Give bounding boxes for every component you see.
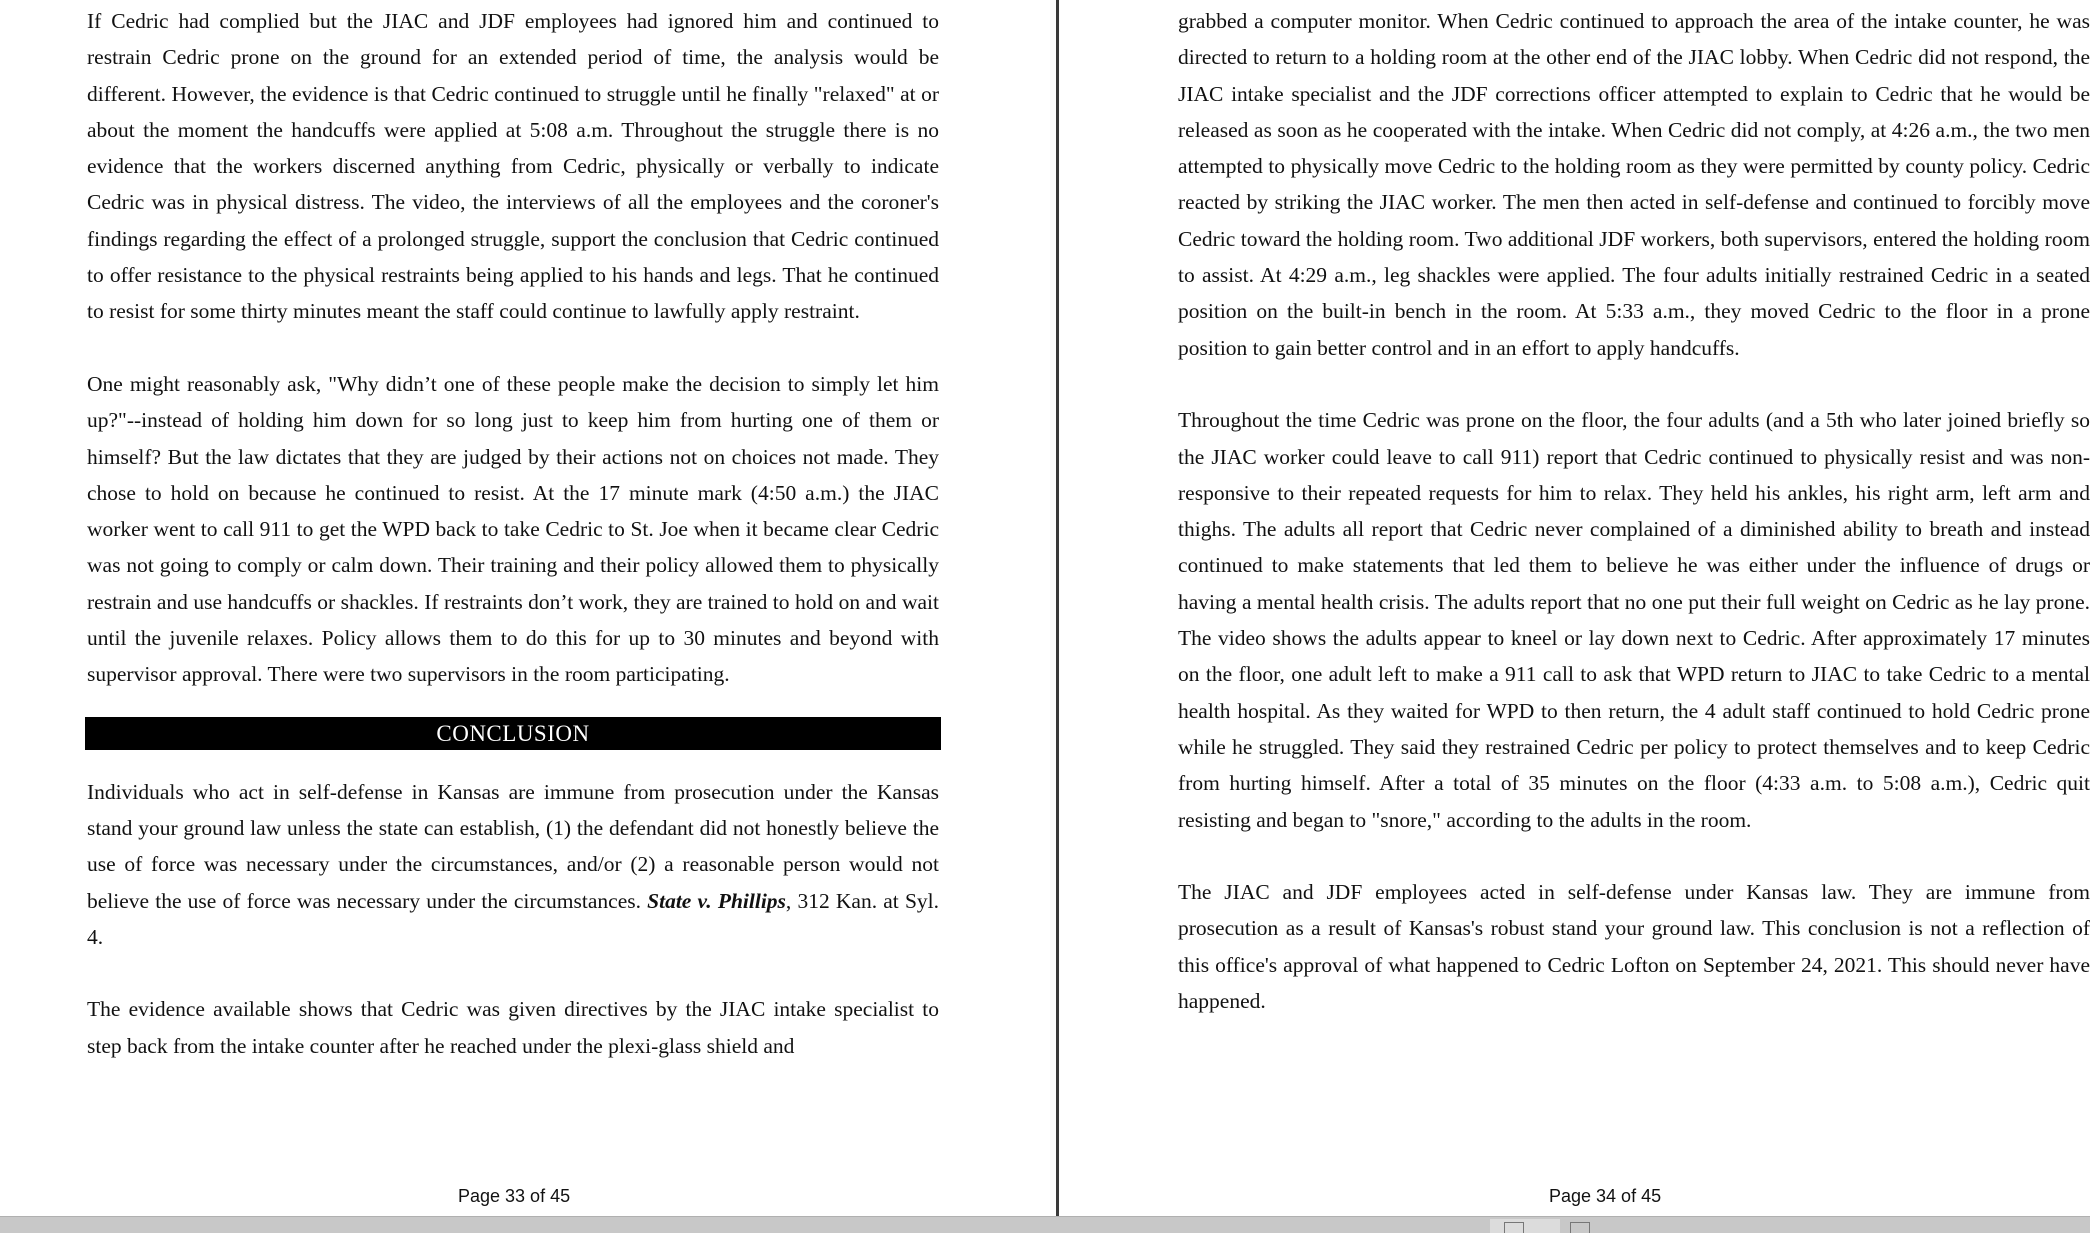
page-divider xyxy=(1056,0,1059,1216)
page-number: Page 34 of 45 xyxy=(1549,1186,1662,1206)
paragraph: Throughout the time Cedric was prone on the floor, the four adults (and a 5th who later joined briefly so the JIAC worker could leave to call 911) report that Cedric continued to physically resist and was non-responsive to their repeated requests for him to relax. They held his ankles, his right arm, left arm and thighs. The adults all report that Cedric never complained of a diminished ability to breath and instead continued to make statements that led them to believe he was either under the influence of drugs or having a mental health crisis. The adults report that no one put their full weight on Cedric as he lay prone. The video shows the adults appear to kneel or lay down next to Cedric. After approximately 17 minutes on the floor, one adult left to make a 911 call to ask that WPD return to JIAC to take Cedric to a mental health hospital. As they waited for WPD to then return, the 4 adult staff continued to hold Cedric prone while he struggled. They said they restrained Cedric per policy to protect themselves and to keep Cedric from hurting himself. After a total of 35 minutes on the floor (4:33 a.m. to 5:08 a.m.), Cedric quit resisting and began to "snore," according to the adults in the room. xyxy=(1178,408,2090,832)
document-page-34 xyxy=(1061,0,2090,1216)
paragraph-text: Individuals who act in self-defense in Kansas are immune from prosecution under the Kansas stand your ground law unless the state can establish, (1) the defendant did not honestly believe the use of force was necessary under the circumstances, and/or (2) a reasonable person would not believe the use of force was necessary under the circumstances. xyxy=(87,779,939,913)
paragraph: The JIAC and JDF employees acted in self-defense under Kansas law. They are immune from prosecution as a result of Kansas's robust stand your ground law. This conclusion is not a reflection of this office's approval of what happened to Cedric Lofton on September 24, 2021. This should never have happened. xyxy=(1178,880,2090,1014)
document-page-33 xyxy=(0,0,1056,1216)
page-body xyxy=(1178,3,2090,1019)
paragraph: One might reasonably ask, "Why didn’t one of these people make the decision to simply let him up?"--instead of holding him down for so long just to keep him from hurting one of them or himself? But the law dictates that they are judged by their actions not on choices not made. They chose to hold on because he continued to resist. At the 17 minute mark (4:50 a.m.) the JIAC worker went to call 911 to get the WPD back to take Cedric to St. Joe when it became clear Cedric was not going to comply or calm down. Their training and their policy allowed them to physically restrain and use handcuffs or shackles. If restraints don’t work, they are trained to hold on and wait until the juvenile relaxes. Policy allows them to do this for up to 30 minutes and beyond with supervisor approval. There were two supervisors in the room participating. xyxy=(87,371,939,687)
read-mode-icon xyxy=(1504,1222,1524,1233)
section-heading: CONCLUSION xyxy=(85,717,941,750)
page-number: Page 33 of 45 xyxy=(458,1186,571,1206)
print-layout-icon[interactable] xyxy=(1570,1222,1590,1233)
paragraph: If Cedric had complied but the JIAC and JDF employees had ignored him and continued to restrain Cedric prone on the ground for an extended period of time, the analysis would be different. However, the evidence is that Cedric continued to struggle until he finally "relaxed" at or about the moment the handcuffs were applied at 5:08 a.m. Throughout the struggle there is no evidence that the workers discerned anything from Cedric, physically or verbally to indicate Cedric was in physical distress. The video, the interviews of all the employees and the coroner's findings regarding the effect of a prolonged struggle, support the conclusion that Cedric continued to offer resistance to the physical restraints being applied to his hands and legs. That he continued to resist for some thirty minutes meant the staff could continue to lawfully apply restraint. xyxy=(87,9,939,324)
paragraph: The evidence available shows that Cedric was given directives by the JIAC intake specialist to step back from the intake counter after he reached under the plexi-glass shield and xyxy=(87,997,939,1058)
case-citation: State v. Phillips xyxy=(647,888,786,913)
paragraph: grabbed a computer monitor. When Cedric continued to approach the area of the intake counter, he was directed to return to a holding room at the other end of the JIAC lobby. When Cedric did not respond, the JIAC intake specialist and the JDF corrections officer attempted to explain to Cedric that he would be released as soon as he cooperated with the intake. When Cedric did not comply, at 4:26 a.m., the two men attempted to physically move Cedric to the holding room as they were permitted by county policy. Cedric reacted by striking the JIAC worker. The men then acted in self-defense and continued to forcibly move Cedric toward the holding room. Two additional JDF workers, both supervisors, entered the holding room to assist. At 4:29 a.m., leg shackles were applied. The four adults initially restrained Cedric in a seated position on the built-in bench in the room. At 5:33 a.m., they moved Cedric to the floor in a prone position to gain better control and in an effort to apply handcuffs. xyxy=(1178,9,2090,360)
status-bar xyxy=(0,1216,2090,1233)
page-body xyxy=(87,3,939,1064)
paragraph xyxy=(87,774,939,955)
read-mode-button[interactable] xyxy=(1490,1219,1560,1233)
citation-detail: , 312 Kan. at Syl. 4. xyxy=(87,888,939,949)
